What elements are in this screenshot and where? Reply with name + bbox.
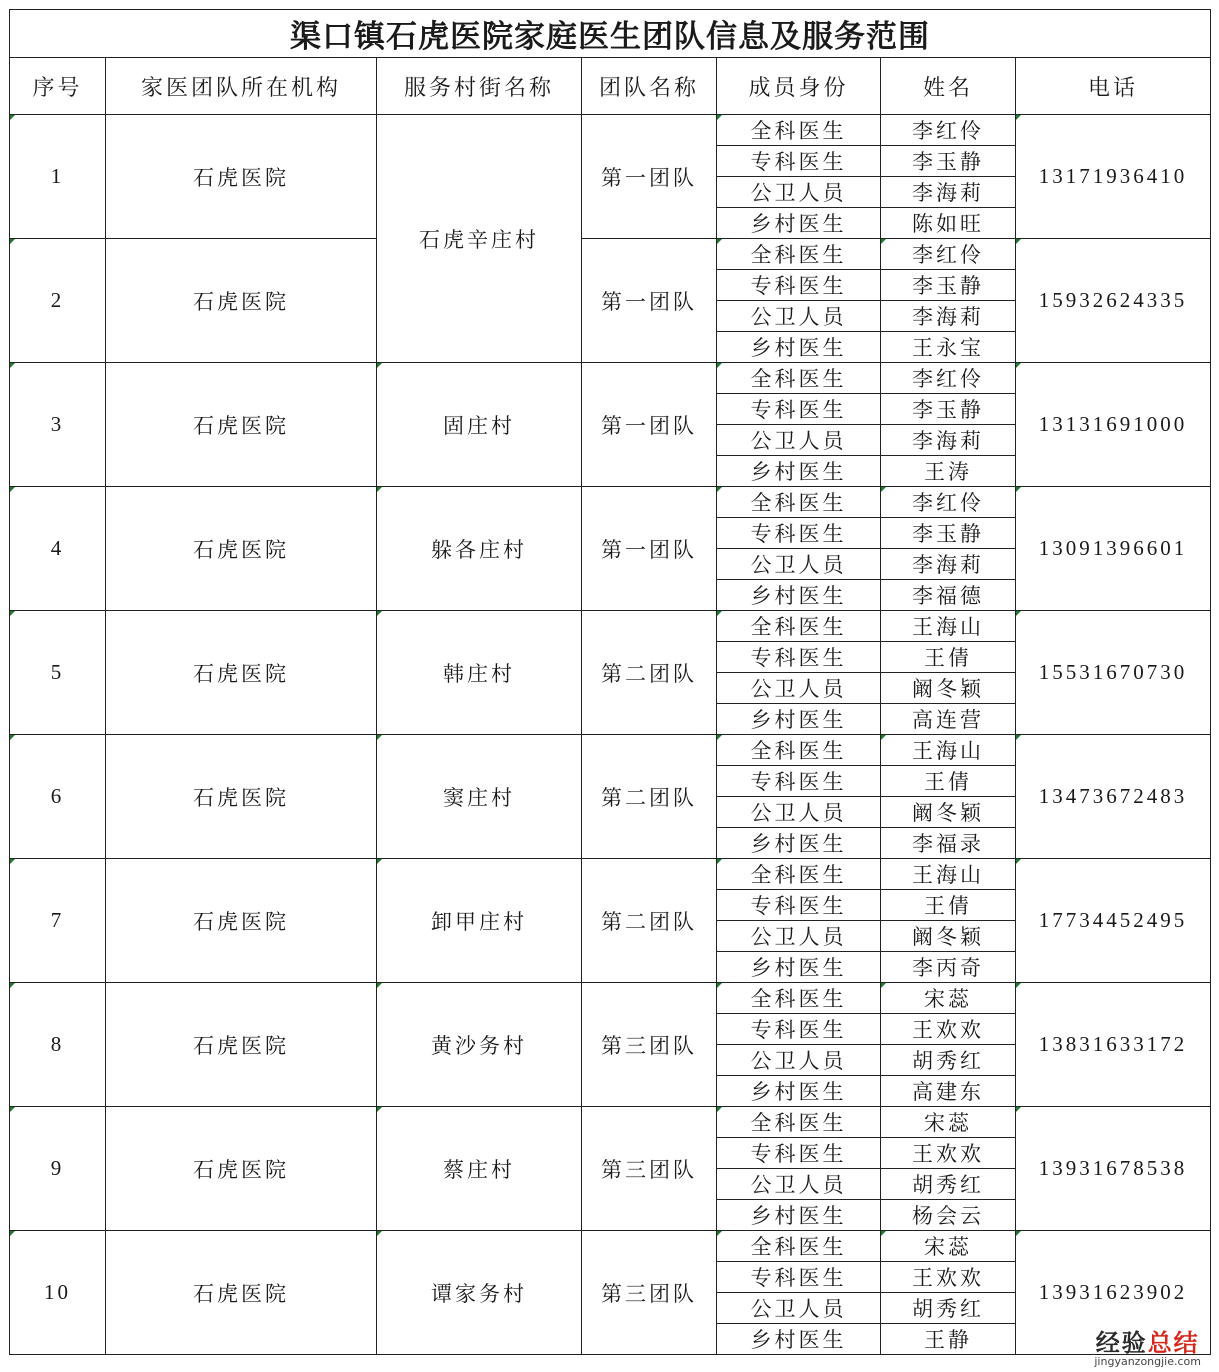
row-phone (1016, 735, 1211, 859)
table-row (10, 735, 1211, 766)
member-name: 李红伶 (881, 115, 1016, 146)
row-village-text: 黄沙务村 (431, 1033, 527, 1058)
member-role: 乡村医生 (717, 1076, 881, 1107)
member-role (717, 611, 881, 642)
watermark-red-text: 总结 (1147, 1329, 1200, 1357)
row-index-text: 6 (50, 784, 65, 808)
cell-corner-marker (10, 859, 15, 864)
row-phone-text: 13831633172 (1038, 1032, 1188, 1056)
cell-corner-marker (1016, 1107, 1021, 1112)
row-index (10, 1231, 106, 1355)
member-role: 公卫人员 (717, 1045, 881, 1076)
member-name: 王欢欢 (881, 1262, 1016, 1293)
member-role: 专科医生 (717, 270, 881, 301)
member-role: 专科医生 (717, 146, 881, 177)
row-institution: 石虎医院 (106, 239, 377, 363)
row-team: 第二团队 (582, 735, 717, 859)
header-name: 姓名 (881, 58, 1016, 115)
row-village-text: 蔡庄村 (443, 1157, 515, 1182)
member-name: 王永宝 (881, 332, 1016, 363)
cell-corner-marker (717, 1231, 722, 1236)
cell-corner-marker (1016, 859, 1021, 864)
member-role (717, 1107, 881, 1138)
header-team: 团队名称 (582, 58, 717, 115)
cell-corner-marker (377, 363, 382, 368)
member-role (717, 487, 881, 518)
member-name: 李玉静 (881, 394, 1016, 425)
row-phone (1016, 487, 1211, 611)
cell-corner-marker (10, 115, 15, 120)
member-role: 乡村医生 (717, 332, 881, 363)
member-role: 乡村医生 (717, 704, 881, 735)
member-name: 阚冬颖 (881, 921, 1016, 952)
row-index (10, 363, 106, 487)
cell-corner-marker (881, 239, 886, 244)
member-role (717, 115, 881, 146)
row-index-text: 10 (44, 1280, 71, 1304)
member-name: 王倩 (881, 766, 1016, 797)
member-role: 乡村医生 (717, 1324, 881, 1355)
member-role: 专科医生 (717, 518, 881, 549)
row-phone-text: 15531670730 (1038, 660, 1188, 684)
member-name: 王欢欢 (881, 1014, 1016, 1045)
member-role-text: 全科医生 (750, 1235, 847, 1259)
row-team: 第二团队 (582, 859, 717, 983)
cell-corner-marker (10, 239, 15, 244)
member-name: 胡秀红 (881, 1293, 1016, 1324)
member-name: 陈如旺 (881, 208, 1016, 239)
watermark-logo (1094, 1323, 1201, 1368)
member-name: 胡秀红 (881, 1169, 1016, 1200)
row-phone (1016, 611, 1211, 735)
member-name-text: 宋蕊 (924, 1235, 972, 1259)
row-index (10, 611, 106, 735)
row-village (377, 487, 582, 611)
row-index (10, 859, 106, 983)
row-index-text: 4 (50, 536, 65, 560)
row-team: 第三团队 (582, 983, 717, 1107)
cell-corner-marker (881, 487, 886, 492)
member-role (717, 735, 881, 766)
member-name: 阚冬颖 (881, 797, 1016, 828)
member-role: 公卫人员 (717, 301, 881, 332)
member-name: 李玉静 (881, 270, 1016, 301)
member-role (717, 983, 881, 1014)
row-team: 第一团队 (582, 239, 717, 363)
row-index (10, 983, 106, 1107)
row-village (377, 363, 582, 487)
row-index (10, 239, 106, 363)
row-village (377, 1107, 582, 1231)
member-role: 公卫人员 (717, 797, 881, 828)
member-role (717, 859, 881, 890)
row-index-text: 2 (50, 288, 65, 312)
row-phone-text: 13931623902 (1038, 1280, 1188, 1304)
member-role: 公卫人员 (717, 1169, 881, 1200)
row-village-text: 躲各庄村 (431, 537, 527, 562)
member-name: 李丙奇 (881, 952, 1016, 983)
row-index (10, 115, 106, 239)
member-role (717, 239, 881, 270)
member-role: 公卫人员 (717, 1293, 881, 1324)
table-row (10, 239, 1211, 270)
member-name: 李福录 (881, 828, 1016, 859)
member-name: 李海莉 (881, 301, 1016, 332)
member-role-text: 全科医生 (750, 1111, 847, 1135)
member-role: 专科医生 (717, 1014, 881, 1045)
cell-corner-marker (10, 611, 15, 616)
cell-corner-marker (717, 611, 722, 616)
team-info-table (9, 9, 1211, 1355)
cell-corner-marker (1016, 487, 1021, 492)
cell-corner-marker (10, 363, 15, 368)
cell-corner-marker (717, 239, 722, 244)
cell-corner-marker (1016, 735, 1021, 740)
row-institution: 石虎医院 (106, 859, 377, 983)
row-phone (1016, 1107, 1211, 1231)
member-name (881, 239, 1016, 270)
row-index-text: 3 (50, 412, 65, 436)
cell-corner-marker (377, 487, 382, 492)
row-institution: 石虎医院 (106, 115, 377, 239)
member-name: 王静 (881, 1324, 1016, 1355)
member-role-text: 全科医生 (750, 863, 847, 887)
row-team: 第一团队 (582, 115, 717, 239)
member-role-text: 全科医生 (750, 367, 847, 391)
member-role: 乡村医生 (717, 1200, 881, 1231)
member-role: 专科医生 (717, 394, 881, 425)
row-village-text: 韩庄村 (443, 661, 515, 686)
cell-corner-marker (1016, 239, 1021, 244)
row-institution: 石虎医院 (106, 487, 377, 611)
row-institution: 石虎医院 (106, 363, 377, 487)
row-village: 石虎辛庄村 (377, 115, 582, 363)
cell-corner-marker (10, 983, 15, 988)
cell-corner-marker (717, 735, 722, 740)
member-name: 王海山 (881, 859, 1016, 890)
row-index-text: 1 (50, 164, 65, 188)
row-phone (1016, 859, 1211, 983)
cell-corner-marker (1016, 115, 1021, 120)
member-name: 王欢欢 (881, 1138, 1016, 1169)
member-name-text: 李红伶 (912, 491, 984, 515)
row-phone (1016, 115, 1211, 239)
member-role: 乡村医生 (717, 828, 881, 859)
table-row (10, 611, 1211, 642)
row-institution: 石虎医院 (106, 735, 377, 859)
row-team: 第一团队 (582, 487, 717, 611)
row-village (377, 983, 582, 1107)
member-name: 李海莉 (881, 549, 1016, 580)
member-name: 李红伶 (881, 363, 1016, 394)
row-village (377, 611, 582, 735)
row-village (377, 859, 582, 983)
member-name (881, 983, 1016, 1014)
member-role: 专科医生 (717, 1262, 881, 1293)
row-village-text: 谭家务村 (431, 1281, 527, 1306)
header-village: 服务村街名称 (377, 58, 582, 115)
row-phone-text: 15932624335 (1038, 288, 1188, 312)
member-name (881, 487, 1016, 518)
row-phone-text: 13171936410 (1038, 164, 1188, 188)
member-role-text: 全科医生 (750, 119, 847, 143)
cell-corner-marker (717, 115, 722, 120)
member-role-text: 全科医生 (750, 739, 847, 763)
table-row (10, 983, 1211, 1014)
cell-corner-marker (377, 859, 382, 864)
member-name (881, 735, 1016, 766)
cell-corner-marker (377, 1107, 382, 1112)
member-role: 乡村医生 (717, 208, 881, 239)
table-row (10, 1231, 1211, 1262)
cell-corner-marker (881, 1231, 886, 1236)
member-name: 李玉静 (881, 146, 1016, 177)
row-phone-text: 17734452495 (1038, 908, 1188, 932)
member-role: 专科医生 (717, 766, 881, 797)
table-row (10, 115, 1211, 146)
header-phone: 电话 (1016, 58, 1211, 115)
member-name: 王倩 (881, 642, 1016, 673)
table-row (10, 859, 1211, 890)
member-role-text: 全科医生 (750, 615, 847, 639)
member-role: 乡村医生 (717, 456, 881, 487)
member-name: 高连营 (881, 704, 1016, 735)
row-institution: 石虎医院 (106, 1107, 377, 1231)
member-role: 公卫人员 (717, 921, 881, 952)
cell-corner-marker (10, 487, 15, 492)
row-team: 第三团队 (582, 1231, 717, 1355)
row-village-text: 卸甲庄村 (431, 909, 527, 934)
member-role-text: 全科医生 (750, 491, 847, 515)
row-phone-text: 13931678538 (1038, 1156, 1188, 1180)
member-role-text: 全科医生 (750, 243, 847, 267)
cell-corner-marker (377, 611, 382, 616)
member-name: 王倩 (881, 890, 1016, 921)
member-name: 王海山 (881, 611, 1016, 642)
row-institution: 石虎医院 (106, 983, 377, 1107)
row-index-text: 7 (50, 908, 65, 932)
member-name-text: 宋蕊 (924, 987, 972, 1011)
row-team: 第三团队 (582, 1107, 717, 1231)
cell-corner-marker (881, 983, 886, 988)
member-role: 专科医生 (717, 1138, 881, 1169)
cell-corner-marker (717, 1107, 722, 1112)
cell-corner-marker (717, 487, 722, 492)
row-village (377, 735, 582, 859)
member-name: 高建东 (881, 1076, 1016, 1107)
member-role: 公卫人员 (717, 425, 881, 456)
member-role: 乡村医生 (717, 580, 881, 611)
row-village-text: 固庄村 (443, 413, 515, 438)
row-index (10, 1107, 106, 1231)
member-name: 胡秀红 (881, 1045, 1016, 1076)
row-team: 第二团队 (582, 611, 717, 735)
member-name: 王涛 (881, 456, 1016, 487)
cell-corner-marker (10, 1107, 15, 1112)
row-index (10, 735, 106, 859)
row-phone-text: 13091396601 (1038, 536, 1188, 560)
member-name: 杨会云 (881, 1200, 1016, 1231)
cell-corner-marker (717, 859, 722, 864)
cell-corner-marker (1016, 363, 1021, 368)
cell-corner-marker (1016, 983, 1021, 988)
member-name (881, 1231, 1016, 1262)
watermark-url: jingyanzongjie.com (1094, 1355, 1201, 1368)
member-role: 公卫人员 (717, 673, 881, 704)
watermark-black-text: 经验 (1095, 1329, 1148, 1357)
cell-corner-marker (377, 983, 382, 988)
page-title: 渠口镇石虎医院家庭医生团队信息及服务范围 (10, 10, 1211, 58)
member-role: 公卫人员 (717, 177, 881, 208)
row-village (377, 1231, 582, 1355)
member-name: 李福德 (881, 580, 1016, 611)
member-name: 李玉静 (881, 518, 1016, 549)
member-name: 宋蕊 (881, 1107, 1016, 1138)
member-role: 专科医生 (717, 890, 881, 921)
table-row (10, 487, 1211, 518)
header-index: 序号 (10, 58, 106, 115)
member-role: 公卫人员 (717, 549, 881, 580)
row-index-text: 5 (50, 660, 65, 684)
header-row (10, 58, 1211, 115)
member-role: 乡村医生 (717, 952, 881, 983)
member-name: 李海莉 (881, 177, 1016, 208)
member-role-text: 全科医生 (750, 987, 847, 1011)
member-role: 专科医生 (717, 642, 881, 673)
member-name-text: 王海山 (912, 739, 984, 763)
cell-corner-marker (10, 1231, 15, 1236)
row-index-text: 9 (50, 1156, 65, 1180)
row-phone-text: 13473672483 (1038, 784, 1188, 808)
table-row (10, 1107, 1211, 1138)
row-phone (1016, 363, 1211, 487)
cell-corner-marker (377, 1231, 382, 1236)
header-role: 成员身份 (717, 58, 881, 115)
row-phone (1016, 983, 1211, 1107)
table-row (10, 363, 1211, 394)
cell-corner-marker (1016, 1231, 1021, 1236)
row-phone-text: 13131691000 (1038, 412, 1188, 436)
cell-corner-marker (717, 363, 722, 368)
cell-corner-marker (10, 735, 15, 740)
row-institution: 石虎医院 (106, 611, 377, 735)
row-index-text: 8 (50, 1032, 65, 1056)
cell-corner-marker (1016, 611, 1021, 616)
member-role (717, 363, 881, 394)
cell-corner-marker (881, 735, 886, 740)
member-name-text: 李红伶 (912, 243, 984, 267)
row-village-text: 窦庄村 (443, 785, 515, 810)
cell-corner-marker (377, 735, 382, 740)
header-institution: 家医团队所在机构 (106, 58, 377, 115)
member-name: 阚冬颖 (881, 673, 1016, 704)
row-index (10, 487, 106, 611)
row-team: 第一团队 (582, 363, 717, 487)
member-name: 李海莉 (881, 425, 1016, 456)
row-institution: 石虎医院 (106, 1231, 377, 1355)
member-role (717, 1231, 881, 1262)
row-phone (1016, 239, 1211, 363)
cell-corner-marker (717, 983, 722, 988)
